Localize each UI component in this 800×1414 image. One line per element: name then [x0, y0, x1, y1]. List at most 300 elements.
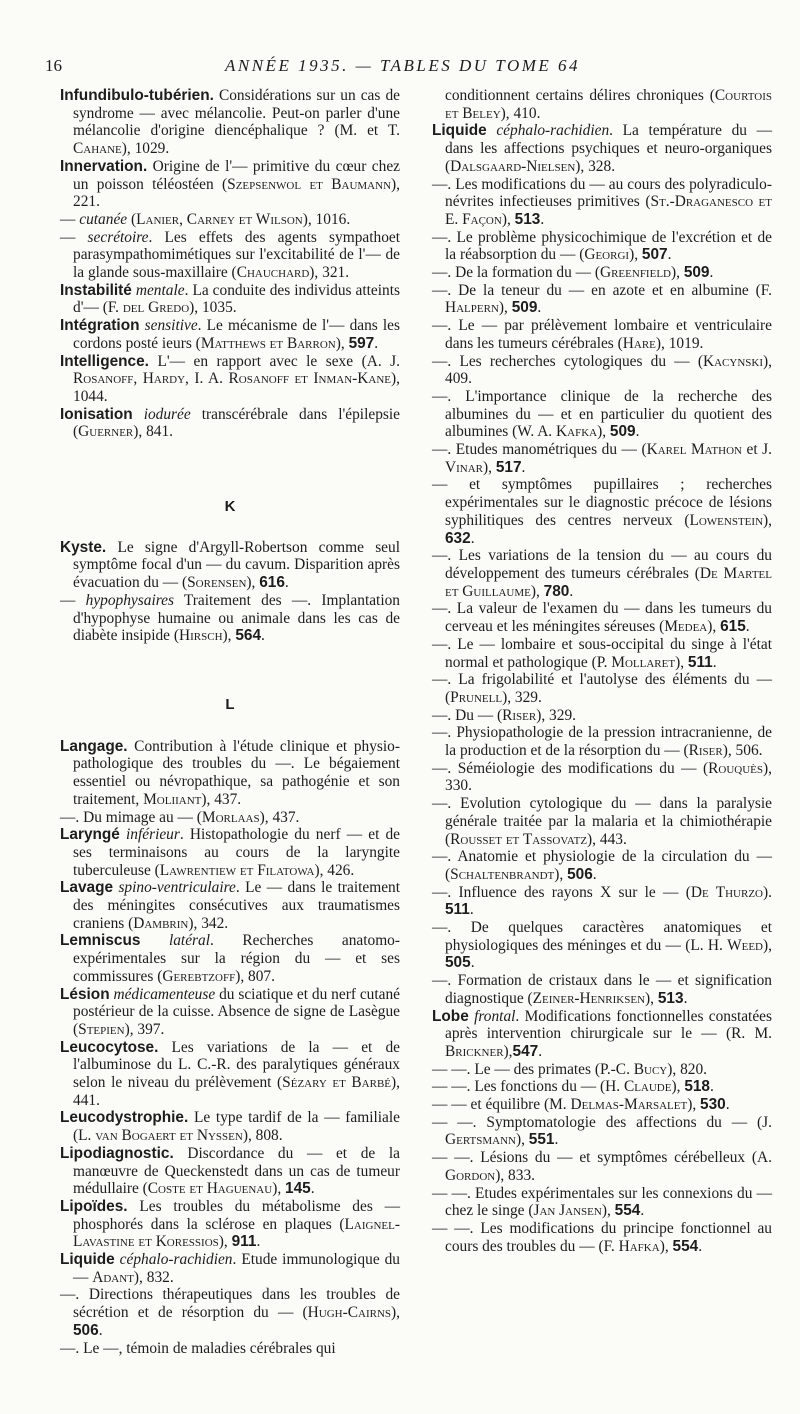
entry-page-bold: 513: [657, 989, 684, 1007]
entry-page-bold: 511: [687, 653, 713, 671]
entry-author: De Thurzo: [690, 883, 764, 901]
entry-author: Mollaret: [611, 653, 676, 671]
entry-author: Laignel-Lavastine et Koressios: [73, 1215, 400, 1251]
entry-qualifier: cutanée: [79, 210, 128, 228]
entry-headword: Lipoïdes.: [60, 1197, 128, 1215]
entry-text: Symptomatologie des affections du — (J.: [486, 1113, 772, 1131]
entry-reference: .: [725, 1096, 730, 1114]
entry-author: Claude: [623, 1078, 672, 1096]
entry-page-bold: 509: [683, 264, 710, 282]
entry-text: De la formation du — (: [455, 264, 600, 282]
entry-text: Anatomie et physiologie de la circulation du — (: [445, 848, 772, 883]
entry-reference: ), 329.: [536, 706, 576, 724]
entry-qualifier: secrétoire: [87, 228, 149, 246]
entry-repeat-dash: —.: [60, 1286, 89, 1304]
entry-reference: ), 808.: [242, 1127, 283, 1145]
entry-text: (: [127, 210, 137, 228]
entry-author: Hafka: [618, 1237, 660, 1255]
entry-text: . Etude immunologique du —: [73, 1251, 400, 1286]
entry-headword: Kyste.: [60, 538, 107, 556]
running-title: ANNÉE 1935. — TABLES DU TOME 64: [225, 56, 581, 75]
entry-text: Contribution à l'étude clinique et physio-pathologique des troubles du —. Le bégaiement essentiel ou névropathique, sa pathogénie et son traitement,: [73, 737, 400, 808]
entry-author: Hirsch: [179, 627, 223, 645]
entry-author: Brickner: [445, 1042, 504, 1060]
entry-text: transcérébrale dans l'épilepsie (: [73, 405, 400, 441]
entry-page-bold: 513: [514, 210, 541, 228]
index-entry: [60, 87, 400, 158]
entry-reference: ), 807.: [235, 967, 275, 985]
entry-text: Le —, témoin de maladies cérébrales qui: [83, 1339, 336, 1357]
entry-headword: Liquide: [60, 1251, 115, 1269]
entry-reference: .: [709, 264, 714, 282]
entry-reference: .: [745, 618, 750, 636]
entry-repeat-dash: —: [60, 210, 80, 228]
index-entry: [432, 600, 772, 635]
entry-text: Directions thérapeutiques dans les troubles de sécrétion et de résorption du — (: [73, 1286, 400, 1322]
entry-qualifier: frontal: [468, 1007, 516, 1025]
entry-repeat-dash: —.: [432, 795, 461, 813]
entry-page-bold: 615: [720, 618, 746, 636]
entry-author: Gerebtzoff: [162, 967, 236, 985]
entry-author: Hugh-Cairns: [307, 1304, 392, 1322]
entry-repeat-dash: —.: [432, 317, 459, 335]
entry-text: Traitement des —. Implantation d'hypophyse humaine ou animale dans les cas de diabète insipide (: [73, 591, 400, 645]
entry-reference: ), 832.: [133, 1268, 174, 1286]
entry-reference: ), 328.: [575, 157, 616, 175]
entry-text: Le — des primates (P.-C.: [474, 1060, 634, 1078]
index-entry: [60, 353, 400, 406]
running-header: [45, 56, 755, 78]
entry-author: Rosanoff et Inman-Kane: [228, 370, 392, 388]
entry-repeat-dash: — —.: [432, 1220, 481, 1237]
entry-text: Influence des rayons X sur le — (: [458, 883, 691, 901]
entry-repeat-dash: —: [60, 591, 86, 609]
entry-reference: .: [521, 458, 526, 476]
entry-repeat-dash: —.: [432, 635, 458, 653]
index-entry: [60, 229, 400, 282]
section-spacer: [60, 516, 400, 539]
entry-repeat-dash: — —.: [432, 1149, 481, 1167]
entry-reference: ),: [671, 1078, 685, 1096]
entry-reference: .: [710, 1078, 714, 1096]
entry-text: Etudes expérimentales sur les connexions du — chez le singe (: [445, 1184, 772, 1220]
entry-reference: ), 397.: [124, 1020, 165, 1038]
entry-page-bold: 547: [512, 1042, 539, 1060]
entry-text: Formation de cristaux dans le — et signification diagnostique (: [445, 972, 773, 1007]
index-entry: [432, 848, 772, 883]
entry-qualifier: hypophysaires: [85, 591, 174, 609]
entry-text: Séméiologie des modifications du — (: [457, 759, 709, 777]
entry-qualifier: céphalo-rachidien: [114, 1251, 233, 1269]
entry-reference: ), 443.: [587, 830, 627, 848]
entry-author: Lanier, Carney et Wilson: [136, 210, 303, 228]
entry-author: Guerner: [78, 423, 134, 441]
entry-headword: Laryngé: [60, 826, 120, 844]
entry-page-bold: 509: [609, 423, 636, 441]
entry-repeat-dash: — —.: [432, 1113, 487, 1131]
entry-text: De la teneur du — en azote et en albumine (F.: [458, 281, 772, 299]
index-entry: [60, 406, 400, 441]
entry-reference: ), 426.: [314, 861, 355, 879]
entry-text: conditionnent certains délires chroniques (: [445, 87, 715, 104]
entry-text: , I. A.: [185, 370, 229, 388]
index-entry: [60, 738, 400, 809]
entry-author: Zeiner-Henriksen: [532, 989, 646, 1007]
entry-reference: .: [284, 574, 289, 592]
index-entry: [432, 1061, 772, 1079]
entry-text: Les modifications du principe fonctionnel au cours des troubles du — (F.: [445, 1220, 773, 1255]
entry-repeat-dash: —.: [432, 441, 456, 459]
entry-reference: .: [470, 954, 475, 972]
index-entry: [60, 1039, 400, 1110]
entry-text: Physiopathologie de la pression intracranienne, de la production et de la résorption du — (: [445, 724, 773, 760]
entry-author: Greenfield: [599, 264, 671, 282]
entry-text: . Le — dans le traitement des méningites consécutives aux traumatismes craniens (: [73, 879, 400, 932]
index-entry: [60, 592, 400, 645]
index-entry: [60, 986, 400, 1039]
entry-reference: ), 1044.: [73, 370, 400, 405]
entry-author: Rosanoff, Hardy: [73, 370, 186, 388]
entry-reference: ),: [645, 989, 658, 1007]
section-spacer: [60, 645, 400, 696]
entry-reference: .: [261, 627, 265, 645]
entry-author: Vinar: [445, 458, 484, 476]
index-entry: [432, 229, 772, 264]
entry-reference: .: [310, 1180, 315, 1198]
entry-reference: ),: [670, 264, 684, 282]
entry-reference: .: [469, 901, 474, 919]
entry-headword: Langage.: [60, 737, 128, 755]
entry-reference: ),: [763, 511, 772, 529]
entry-author: del Gredo: [122, 299, 190, 317]
entry-qualifier: spino-ventriculaire: [113, 879, 236, 897]
index-entry: [432, 176, 772, 229]
entry-text: et J.: [741, 441, 772, 459]
entry-page-bold: 911: [231, 1233, 257, 1251]
entry-author: Stepien: [78, 1020, 125, 1038]
entry-text: Les modifications du — au cours des polyradiculo-névrites infectieuses primitives (: [445, 175, 772, 211]
entry-reference: ),: [530, 582, 544, 600]
entry-reference: .: [538, 1042, 543, 1060]
entry-text: Etudes manométriques du — (: [455, 441, 647, 459]
index-entry: [60, 211, 400, 229]
index-entry: [60, 317, 400, 352]
entry-repeat-dash: —.: [432, 387, 466, 405]
entry-page-bold: 509: [511, 299, 538, 317]
entry-author: Weed: [727, 936, 764, 954]
index-entry: [432, 87, 772, 122]
entry-page-bold: 506: [567, 865, 593, 883]
entry-text: . La conduite des individus atteints d'— (F.: [73, 281, 400, 317]
entry-author: Sézary et Barbé: [282, 1074, 392, 1092]
entry-qualifier: iodurée: [132, 405, 191, 423]
index-entry: [432, 636, 772, 671]
entry-reference: .: [712, 653, 717, 671]
entry-text: Le problème physicochimique de l'excrétion et de la réabsorption du — (: [445, 228, 772, 264]
entry-reference: ),: [483, 458, 496, 476]
entry-qualifier: céphalo-rachidien: [486, 122, 610, 140]
entry-author: Coste et Haguenau: [147, 1180, 273, 1198]
entry-text: Du — (: [455, 706, 503, 724]
index-entry: [432, 919, 772, 972]
entry-repeat-dash: —.: [432, 671, 459, 689]
index-entry: [432, 1114, 772, 1149]
entry-author: Kafka: [556, 423, 598, 441]
index-entry: [432, 122, 772, 175]
index-entry: [432, 317, 772, 352]
entry-repeat-dash: —.: [432, 600, 457, 618]
entry-reference: ), 437.: [201, 790, 242, 808]
entry-reference: .: [554, 1131, 559, 1149]
entry-repeat-dash: —: [432, 476, 470, 494]
entry-text: L'— en rapport avec le sexe (A. J.: [148, 352, 400, 370]
entry-repeat-dash: —.: [60, 808, 84, 826]
page-number: 16: [45, 56, 62, 75]
entry-headword: Lésion: [60, 985, 110, 1003]
entry-author: Riser: [688, 742, 723, 760]
entry-repeat-dash: —.: [432, 264, 456, 282]
entry-author: Cahane: [73, 140, 122, 158]
entry-text: Le — lombaire et sous-occipital du singe à l'état normal et pathologique (P.: [445, 635, 772, 671]
entry-text: Discordance du — et de la manœuvre de Queckenstedt dans un cas de tumeur médullaire (: [73, 1144, 400, 1198]
entry-repeat-dash: —.: [432, 724, 457, 742]
entry-author: Gordon: [445, 1166, 496, 1184]
index-entry: [432, 671, 772, 706]
entry-text: Les fonctions du — (H.: [474, 1078, 624, 1096]
entry-repeat-dash: —.: [60, 1339, 84, 1357]
entry-repeat-dash: —.: [432, 706, 456, 724]
entry-page-bold: 616: [259, 574, 285, 592]
index-entry: [432, 795, 772, 848]
entry-reference: ),: [246, 574, 260, 592]
entry-author: Georgi: [584, 246, 630, 264]
entry-reference: ), 1035.: [189, 299, 237, 317]
entry-reference: ),: [629, 246, 642, 264]
entry-headword: Infundibulo-tubérien.: [60, 87, 214, 104]
entry-reference: .: [374, 334, 379, 352]
entry-text: . Le mécanisme de l'— dans les cordons posté ieurs (: [73, 317, 400, 352]
entry-page-bold: 506: [73, 1321, 99, 1339]
entry-headword: Leucocytose.: [60, 1038, 159, 1056]
entry-author: Moliiant: [143, 790, 202, 808]
entry-reference: ), 1029.: [121, 140, 170, 158]
entry-author: Gertsmann: [445, 1131, 516, 1149]
entry-author: Chauchard: [236, 264, 310, 282]
entry-author: Schaltenbrandt: [450, 865, 555, 883]
index-entry: [432, 1220, 772, 1255]
entry-page-bold: 564: [235, 627, 262, 645]
entry-author: Hare: [622, 334, 656, 352]
entry-text: La valeur de l'examen du — dans les tumeurs du cerveau et les méningites séreuses (: [445, 600, 772, 636]
entry-author: De Martel et Guillaume: [445, 564, 772, 600]
left-column: [60, 87, 400, 1357]
entry-reference: ), 820.: [667, 1060, 708, 1078]
entry-reference: ),: [501, 210, 515, 228]
entry-headword: Leucodystrophie.: [60, 1109, 189, 1127]
index-entry: [432, 760, 772, 795]
entry-reference: ), 410.: [500, 104, 541, 122]
entry-reference: ),: [272, 1180, 286, 1198]
entry-author: Dambrin: [133, 914, 189, 932]
entry-author: Lowenstein: [689, 511, 764, 529]
entry-text: . Recherches anatomo-expérimentales sur la région du — et ses commissures (: [73, 932, 400, 985]
entry-qualifier: sensitive: [139, 317, 198, 335]
entry-reference: ),: [707, 618, 721, 636]
entry-page-bold: 554: [614, 1202, 641, 1220]
index-entry: [60, 1251, 400, 1286]
entry-author: Matthews et Barron: [200, 334, 336, 352]
entry-reference: .: [569, 582, 574, 600]
entry-text: De quelques caractères anatomiques et physiologiques des méninges et du — (L. H.: [445, 919, 772, 954]
entry-text: Les troubles du métabolisme des — phosphorés dans la sclérose en plaques (: [73, 1197, 400, 1233]
entry-reference: ), 342.: [188, 914, 229, 932]
index-entry: [432, 724, 772, 759]
entry-repeat-dash: —.: [432, 352, 460, 370]
entry-author: van Bogaert et Nyssen: [95, 1127, 243, 1145]
entry-repeat-dash: — —.: [432, 1184, 476, 1202]
entry-page-bold: 554: [672, 1237, 699, 1255]
entry-qualifier: mentale: [131, 281, 185, 299]
entry-author: Jan Jansen: [533, 1202, 602, 1220]
entry-reference: .: [540, 210, 545, 228]
entry-text: Du mimage au — (: [83, 808, 202, 826]
entry-repeat-dash: —: [60, 228, 88, 246]
entry-repeat-dash: —.: [432, 759, 458, 777]
entry-repeat-dash: —.: [432, 919, 471, 937]
entry-reference: .: [592, 865, 597, 883]
entry-repeat-dash: —.: [432, 175, 456, 193]
entry-page-bold: 780: [543, 582, 570, 600]
entry-page-bold: 145: [285, 1180, 311, 1198]
entry-reference: ), 506.: [722, 742, 763, 760]
entry-reference: .: [537, 299, 542, 317]
entry-repeat-dash: —.: [432, 228, 457, 246]
entry-reference: ), 409.: [445, 352, 772, 388]
entry-reference: ),: [597, 423, 610, 441]
entry-text: L'importance clinique de la recherche des albumines du — et en particulier du quotient des albumines (W. A.: [445, 387, 772, 441]
index-entry: [432, 1185, 772, 1220]
entry-reference: ),: [391, 1304, 400, 1322]
entry-page-bold: 632: [445, 529, 471, 547]
entry-reference: .: [470, 529, 475, 547]
entry-headword: Liquide: [432, 122, 487, 140]
entry-repeat-dash: — —.: [432, 1060, 475, 1078]
index-entry: [60, 809, 400, 827]
entry-reference: ),: [515, 1131, 529, 1149]
entry-author: Medea: [664, 618, 708, 636]
entry-reference: ),: [675, 653, 688, 671]
index-entry: [432, 353, 772, 388]
entry-author: St.-Draganesco et E. Façon: [445, 193, 772, 228]
index-entry: [432, 1149, 772, 1184]
index-entry: [432, 707, 772, 725]
entry-reference: ), 329.: [502, 688, 542, 706]
entry-qualifier: inférieur: [119, 826, 180, 844]
entry-author: Sorensen: [187, 574, 247, 592]
index-entry: [60, 282, 400, 317]
entry-text: et équilibre (M.: [470, 1096, 571, 1114]
entry-author: Delmas-Marsalet: [570, 1096, 688, 1114]
index-entry: [432, 972, 772, 1007]
entry-qualifier: médicamenteuse: [109, 985, 216, 1003]
section-letter-k: K: [224, 498, 236, 516]
entry-text: . Histopathologie du nerf — et de ses terminaisons au cours de la laryngite tuberculeuse (: [73, 826, 400, 879]
entry-headword: Ionisation: [60, 405, 133, 423]
entry-author: Bucy: [633, 1060, 668, 1078]
entry-author: Dalsgaard-Nielsen: [450, 157, 576, 175]
entry-page-bold: 517: [495, 458, 522, 476]
entry-author: Lawrentiew et Filatowa: [159, 861, 315, 879]
entry-author: Rouquès: [708, 759, 764, 777]
entry-reference: ), 437.: [259, 808, 300, 826]
entry-reference: ),: [601, 1202, 615, 1220]
entry-reference: ),: [659, 1237, 673, 1255]
entry-reference: .: [683, 989, 688, 1007]
entry-author: Karel Mathon: [646, 441, 742, 459]
entry-author: Adant: [92, 1268, 134, 1286]
entry-text: du sciatique et du nerf cutané postérieur de la cuisse. Absence de signe de Lasègue (: [73, 985, 400, 1038]
entry-headword: Lavage: [60, 879, 114, 897]
entry-author: Courtois et Beley: [445, 87, 772, 122]
index-entry: [432, 884, 772, 919]
entry-reference: .: [640, 1202, 645, 1220]
entry-page-bold: 505: [445, 954, 471, 972]
index-entry: [432, 1008, 772, 1061]
index-entry: [432, 1096, 772, 1114]
index-entry: [432, 547, 772, 600]
entry-reference: ),: [218, 1233, 232, 1251]
entry-reference: .: [667, 246, 672, 264]
index-entry: [432, 476, 772, 547]
entry-reference: ), 833.: [495, 1166, 535, 1184]
entry-author: Prunell: [450, 688, 503, 706]
entry-page-bold: 551: [528, 1131, 555, 1149]
entry-reference: .: [698, 1237, 703, 1255]
entry-page-bold: 530: [700, 1096, 726, 1114]
right-column: [432, 87, 772, 1255]
section-letter-l: L: [225, 695, 235, 713]
entry-repeat-dash: —.: [432, 547, 459, 565]
entry-repeat-dash: —.: [432, 972, 458, 990]
index-entry: [432, 441, 772, 476]
index-entry: [432, 282, 772, 317]
entry-reference: ),: [503, 1042, 513, 1060]
entry-author: Halpern: [445, 299, 499, 317]
entry-reference: ),: [554, 865, 568, 883]
index-entry: [60, 1286, 400, 1339]
entry-text: Les variations de la tension du — au cours du développement des tumeurs cérébrales (: [445, 547, 772, 582]
index-entry: [432, 264, 772, 282]
entry-reference: ),: [335, 334, 349, 352]
entry-author: Riser: [502, 706, 537, 724]
entry-text: Lésions du — et symptômes cérébelleux (A.: [480, 1149, 772, 1167]
entry-headword: Lipodiagnostic.: [60, 1144, 174, 1162]
entry-reference: ), 441.: [73, 1074, 400, 1109]
entry-repeat-dash: —.: [432, 848, 458, 866]
entry-text: Les recherches cytologiques du — (: [459, 352, 703, 370]
entry-text: . Modifications fonctionnelles constatées après intervention chirurgicale sur le — (R. M.: [445, 1007, 772, 1043]
entry-text: Considérations sur un cas de syndrome — avec mélancolie. Peut-on parler d'une mélancolie d'origine diencéphalique ? (M. et T.: [73, 87, 400, 140]
entry-page-bold: 507: [641, 246, 668, 264]
index-entry: [60, 826, 400, 879]
entry-reference: ), 1016.: [302, 210, 351, 228]
entry-repeat-dash: — —.: [432, 1078, 475, 1096]
index-entry: [60, 879, 400, 932]
entry-page-bold: 597: [348, 334, 375, 352]
entry-text: . La température du — dans les affections psychiques et neuro-organiques (: [445, 122, 772, 175]
entry-author: Morlaas: [201, 808, 260, 826]
entry-reference: ), 841.: [133, 423, 174, 441]
